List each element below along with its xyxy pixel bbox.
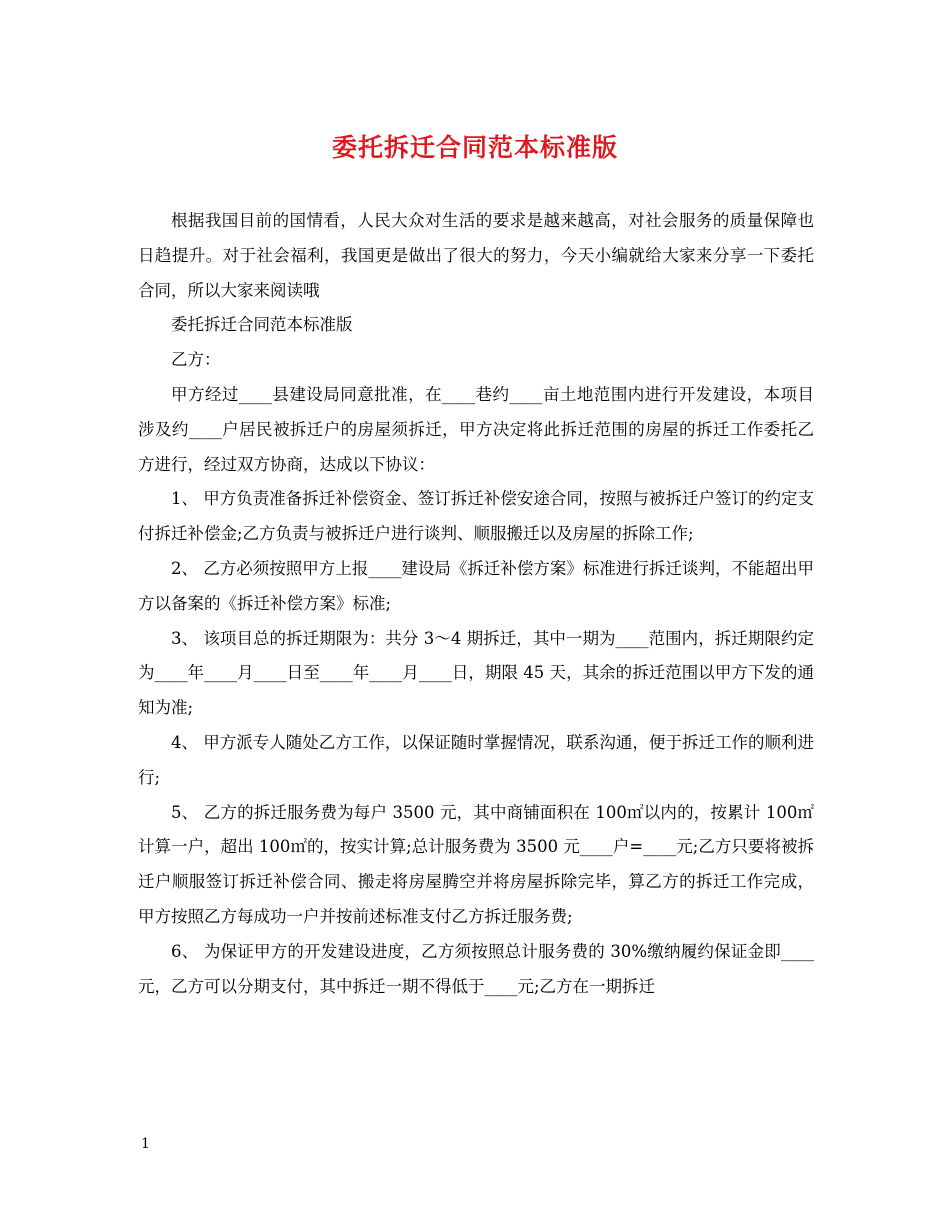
clause-4: 4、 甲方派专人随处乙方工作，以保证随时掌握情况，联系沟通，便于拆迁工作的顺利进行;	[138, 732, 814, 787]
clause-1: 1、 甲方负责准备拆迁补偿资金、签订拆迁补偿安途合同，按照与被拆迁户签订的约定支付拆迁补偿金;乙方负责与被拆迁户进行谈判、顺服搬迁以及房屋的拆除工作;	[138, 489, 814, 544]
clause-2: 2、 乙方必须按照甲方上报____建设局《拆迁补偿方案》标准进行拆迁谈判，不能超出甲方以备案的《拆迁补偿方案》标准;	[138, 558, 814, 613]
agreement-preamble: 甲方经过____县建设局同意批准，在____巷约____亩土地范围内进行开发建设，本项目涉及约____户居民被拆迁户的房屋须拆迁，甲方决定将此拆迁范围的房屋的拆迁工作委托乙方进行，经过双方协商，达成以下协议：	[138, 384, 814, 474]
subtitle-paragraph: 委托拆迁合同范本标准版	[171, 315, 353, 335]
document-body	[138, 204, 814, 1004]
clause-6: 6、 为保证甲方的开发建设进度，乙方须按照总计服务费的 30%缴纳履约保证金即____元，乙方可以分期支付，其中拆迁一期不得低于____元;乙方在一期拆迁	[138, 941, 814, 996]
intro-paragraph: 根据我国目前的国情看，人民大众对生活的要求是越来越高，对社会服务的质量保障也日趋提升。对于社会福利，我国更是做出了很大的努力，今天小编就给大家来分享一下委托合同，所以大家来阅读哦	[138, 211, 814, 300]
document-title: 委托拆迁合同范本标准版	[331, 133, 618, 162]
clause-3: 3、 该项目总的拆迁期限为：共分 3～4 期拆迁，其中一期为____范围内，拆迁期限约定为____年____月____日至____年____月____日，期限 45 天，其余的拆迁范围以甲方下发的通知为准;	[138, 628, 814, 718]
clause-5: 5、 乙方的拆迁服务费为每户 3500 元，其中商铺面积在 100㎡以内的，按累计 100㎡计算一户，超出 100㎡的，按实计算;总计服务费为 3500 元____户=____元;乙方只要将被拆迁户顺服签订拆迁补偿合同、搬走将房屋腾空并将房屋拆除完毕，算乙方的拆迁工作完成，甲方按照乙方每成功一户并按前述标准支付乙方拆迁服务费;	[138, 802, 814, 926]
party-b-paragraph: 乙方：	[171, 350, 221, 370]
page-number: 1	[141, 1136, 150, 1152]
